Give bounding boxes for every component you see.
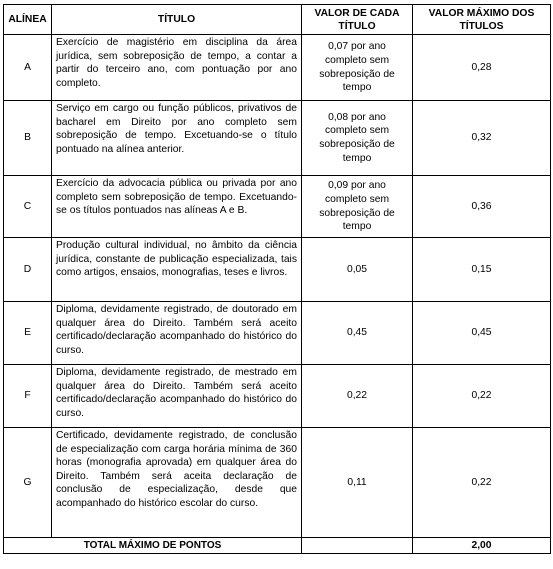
- row-letter: B: [4, 101, 52, 176]
- row-value: 0,45: [302, 302, 413, 365]
- row-title: Produção cultural individual, no âmbito da ciência jurídica, constante de publicação especializada, tais como artigos, ensaios, monografias, teses e livros.: [52, 238, 302, 302]
- total-value: 2,00: [413, 538, 551, 554]
- row-max: 0,22: [413, 428, 551, 538]
- row-value: 0,05: [302, 238, 413, 302]
- table-row: [4, 238, 551, 302]
- table-row: [4, 35, 551, 101]
- row-letter: D: [4, 238, 52, 302]
- total-row: [4, 538, 551, 554]
- titles-table: [3, 4, 551, 554]
- row-max: 0,15: [413, 238, 551, 302]
- row-title: Diploma, devidamente registrado, de doutorado em qualquer área do Direito. Também será aceito certificado/declaração acompanhado do histórico do curso.: [52, 302, 302, 365]
- row-letter: A: [4, 35, 52, 101]
- table-row: [4, 365, 551, 428]
- row-title: Exercício de magistério em disciplina da área jurídica, sem sobreposição de tempo, a contar a partir do terceiro ano, com pontuação por ano completo.: [52, 35, 302, 101]
- row-letter: F: [4, 365, 52, 428]
- row-value: 0,11: [302, 428, 413, 538]
- header-titulo: TÍTULO: [52, 5, 302, 35]
- row-max: 0,28: [413, 35, 551, 101]
- header-row: [4, 5, 551, 35]
- row-title: Certificado, devidamente registrado, de conclusão de especialização com carga horária mínima de 360 horas (monografia aprovada) em qualquer área do Direito. Também será aceita declaração de conclusão de especialização, desde que acompanhado do histórico escolar do curso.: [52, 428, 302, 538]
- header-alinea: ALÍNEA: [4, 5, 52, 35]
- row-letter: E: [4, 302, 52, 365]
- header-valor-cada: VALOR DE CADA TÍTULO: [302, 5, 413, 35]
- row-letter: G: [4, 428, 52, 538]
- row-value: 0,08 por ano completo sem sobreposição de tempo: [302, 101, 413, 176]
- table-row: [4, 428, 551, 538]
- row-max: 0,36: [413, 176, 551, 238]
- header-valor-max: VALOR MÁXIMO DOS TÍTULOS: [413, 5, 551, 35]
- total-label: TOTAL MÁXIMO DE PONTOS: [4, 538, 302, 554]
- row-title: Diploma, devidamente registrado, de mestrado em qualquer área do Direito. Também será aceito certificado/declaração acompanhado do histórico do curso.: [52, 365, 302, 428]
- row-value: 0,09 por ano completo sem sobreposição de tempo: [302, 176, 413, 238]
- row-max: 0,45: [413, 302, 551, 365]
- row-value: 0,22: [302, 365, 413, 428]
- row-value: 0,07 por ano completo sem sobreposição de tempo: [302, 35, 413, 101]
- row-title: Exercício da advocacia pública ou privada por ano completo sem sobreposição de tempo. Excetuando-se os títulos pontuados nas alíneas A e B.: [52, 176, 302, 238]
- total-empty-cell: [302, 538, 413, 554]
- row-title: Serviço em cargo ou função públicos, privativos de bacharel em Direito por ano completo sem sobreposição de tempo. Excetuando-se o título pontuado na alínea anterior.: [52, 101, 302, 176]
- row-max: 0,22: [413, 365, 551, 428]
- table-row: [4, 302, 551, 365]
- table-row: [4, 176, 551, 238]
- table-row: [4, 101, 551, 176]
- row-max: 0,32: [413, 101, 551, 176]
- row-letter: C: [4, 176, 52, 238]
